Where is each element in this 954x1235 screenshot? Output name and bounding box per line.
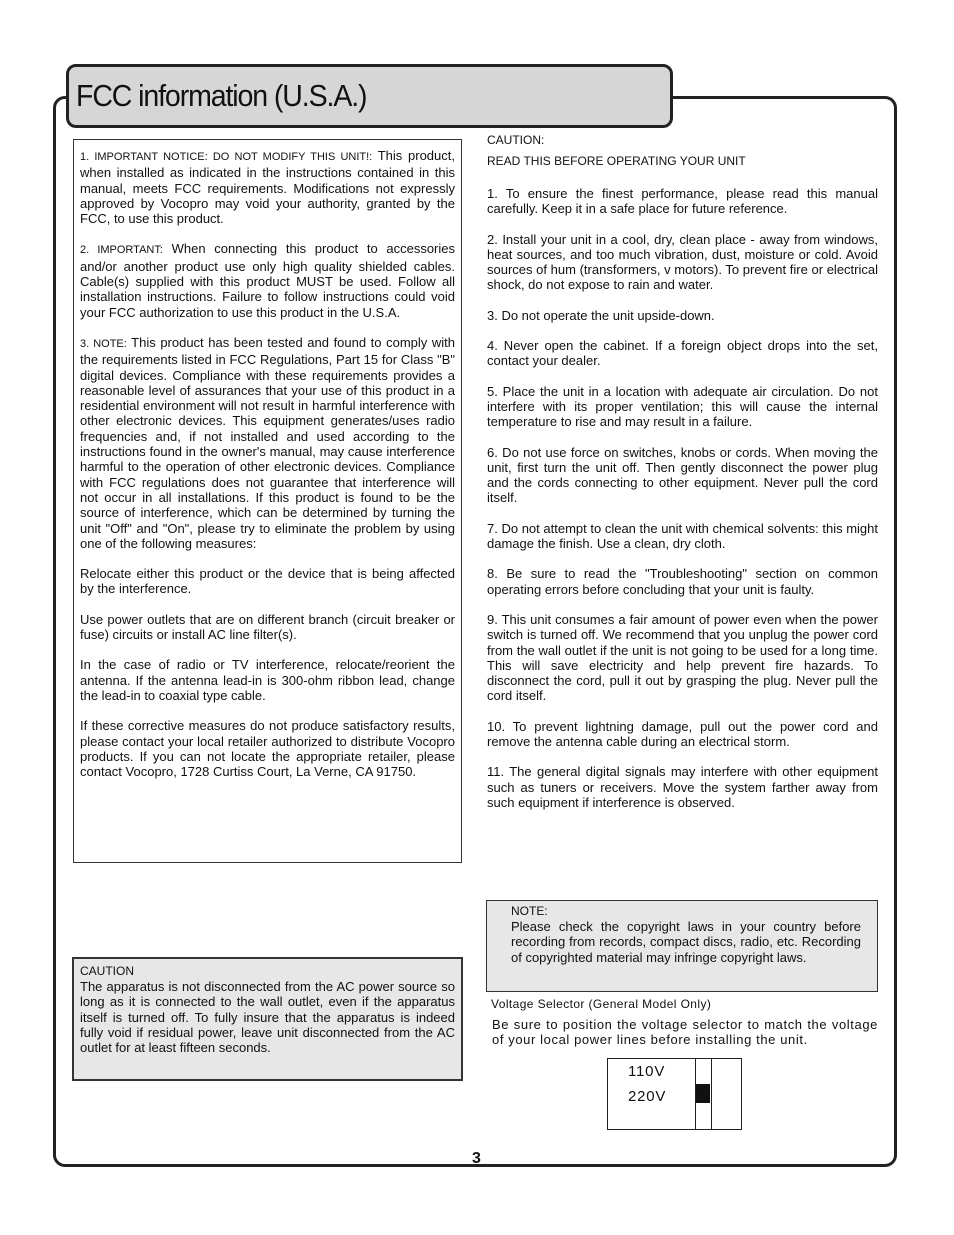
fcc-paragraph-1 — [80, 148, 455, 226]
fcc-paragraph-2-body: When connecting this product to accessories and/or another product use only high quality shielded cables. Cable(s) supplied with this product MUST be used. Follow all installation instructions. Failure to follow instructions could void your FCC authorization to use this product in the U.S.A. — [80, 241, 456, 320]
caution-item: 2. Install your unit in a cool, dry, clean place - away from windows, heat sources, and too much vibration, dust, moisture or cold. Avoid sources of hum (transformers, v motors). To prevent fire or electrical shock, do not expose to rain and water. — [487, 231, 878, 293]
caution-heading: CAUTION — [80, 964, 134, 978]
fcc-paragraph-7: If these corrective measures do not produce satisfactory results, please contact your local retailer authorized to distribute Vocopro products. If you can not locate the appropriate retailer, please contact Vocopro, 1728 Curtiss Court, La Verne, CA 91750. — [80, 718, 455, 780]
fcc-paragraph-3 — [80, 335, 455, 551]
note-body: Please check the copyright laws in your country before recording from records, compact discs, radio, etc. Recording of copyrighted material may infringe copyright laws. — [511, 919, 861, 965]
caution-box — [72, 957, 463, 1081]
caution-item: 8. Be sure to read the "Troubleshooting" section on common operating errors before concluding that your unit is faulty. — [487, 566, 878, 597]
fcc-paragraph-5: Use power outlets that are on different branch (circuit breaker or fuse) circuits or install AC line filter(s). — [80, 611, 455, 643]
caution-item: 1. To ensure the finest performance, please read this manual carefully. Keep it in a safe place for future reference. — [487, 186, 878, 217]
fcc-paragraph-3-body: This product has been tested and found to comply with the requirements listed in FCC Regulations, Part 15 for Class "B" digital devices. Compliance with these requirements provides a reasonable level of assurances that your use of this product in a residential environment will not result in harmful interference with other electronic devices. This equipment generates/uses radio frequencies and, if not installed and used according to the instructions found in the owner's manual, may cause interference harmful to the operation of other electronic devices. Compliance with FCC regulations does not guarantee that interference will not occur in all installations. If this product is found to be the source of interference, which can be determined by turning the unit "Off" and "On", please try to eliminate the problem by using one of the following measures: — [80, 334, 455, 551]
voltage-selector-diagram — [607, 1058, 742, 1130]
fcc-paragraph-2 — [80, 241, 455, 319]
voltage-option-110: 110V — [628, 1063, 666, 1080]
voltage-option-220: 220V — [628, 1088, 667, 1105]
copyright-note-box — [486, 900, 878, 992]
caution-item: 4. Never open the cabinet. If a foreign object drops into the set, contact your dealer. — [487, 338, 878, 369]
operating-caution-column — [487, 133, 878, 825]
fcc-paragraph-4: Relocate either this product or the device that is being affected by the interference. — [80, 566, 455, 597]
caution-item: 11. The general digital signals may interfere with other equipment such as tuners or receivers. Move the system farther away from such equipment if interference is observed. — [487, 764, 878, 810]
caution-item: 7. Do not attempt to clean the unit with chemical solvents: this might damage the finish. Use a clean, dry cloth. — [487, 520, 878, 552]
caution-item: 3. Do not operate the unit upside-down. — [487, 307, 715, 323]
fcc-paragraph-2-lead: 2. IMPORTANT: — [80, 244, 163, 257]
caution-body: The apparatus is not disconnected from the AC power source so long as it is connected to the wall outlet, even if the apparatus itself is turned off. To fully insure that the apparatus is indeed fully void if residual power, leave unit disconnected from the AC outlet for at least fifteen seconds. — [80, 979, 455, 1056]
fcc-notice-box — [73, 139, 462, 863]
voltage-switch-track — [695, 1058, 712, 1130]
page-number: 3 — [472, 1150, 481, 1167]
voltage-switch-knob — [696, 1084, 710, 1103]
fcc-paragraph-1-body: This product, when installed as indicated in the instructions contained in this manual, meets FCC requirements. Modifications not expressly approved by Vocopro may void your authority, granted by the FCC, to use this product. — [80, 148, 455, 227]
voltage-selector-instructions: Be sure to position the voltage selector to match the voltage of your local power lines before installing the unit. — [492, 1017, 878, 1048]
caution-label: CAUTION: — [487, 133, 545, 147]
page-title: FCC information (U.S.A.) — [76, 78, 367, 113]
caution-item: 9. This unit consumes a fair amount of power even when the power switch is turned off. We recommend that you unplug the power cord from the wall outlet if the unit is not going to be used for a long time. This will save electricity and help prevent fire hazards. To disconnect the cord, pull it out by grasping the plug. Never pull the cord itself. — [487, 611, 878, 704]
read-before-label: READ THIS BEFORE OPERATING YOUR UNIT — [487, 154, 746, 168]
note-heading: NOTE: — [511, 904, 548, 918]
caution-item: 10. To prevent lightning damage, pull out the power cord and remove the antenna cable during an electrical storm. — [487, 718, 878, 750]
fcc-paragraph-3-lead: 3. NOTE: — [80, 337, 127, 350]
voltage-selector-title: Voltage Selector (General Model Only) — [491, 997, 712, 1011]
fcc-paragraph-6: In the case of radio or TV interference, relocate/reorient the antenna. If the antenna lead-in is 300-ohm ribbon lead, change the lead-in to coaxial type cable. — [80, 657, 455, 703]
title-tab — [66, 64, 673, 128]
fcc-paragraph-1-lead: 1. IMPORTANT NOTICE: DO NOT MODIFY THIS UNIT!: — [80, 151, 373, 163]
caution-item: 6. Do not use force on switches, knobs or cords. When moving the unit, first turn the unit off. Then gently disconnect the power plug and the cords connecting to other equipment. Never pull the cord itself. — [487, 444, 878, 506]
caution-item: 5. Place the unit in a location with adequate air circulation. Do not interfere with its proper ventilation; this will cause the internal temperature to rise and may result in a failure. — [487, 383, 878, 430]
